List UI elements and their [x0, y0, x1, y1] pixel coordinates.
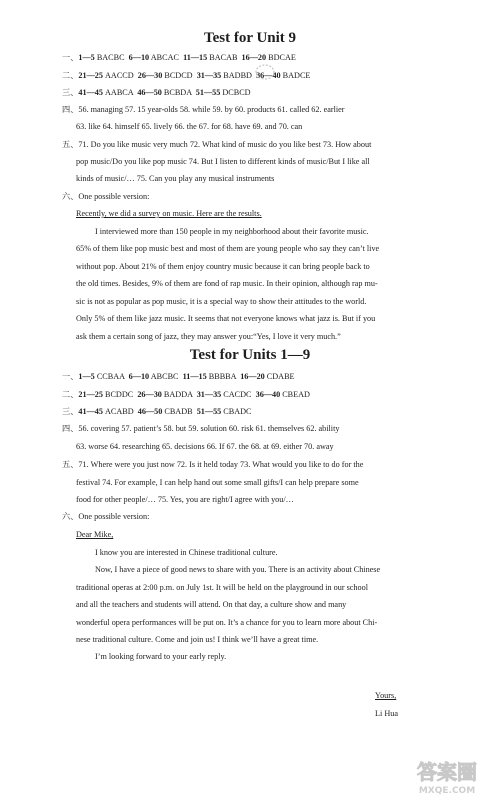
essay-line: the old times. Besides, 9% of them are fond of rap music. In their opinion, although rap mu- [76, 279, 378, 288]
letter-signature: Li Hua [375, 709, 398, 718]
answer-line-9: 六、One possible version: [62, 192, 150, 201]
answer-line-3: 三、41—45 ACABD 46—50 CBADB 51—55 CBADC [62, 407, 252, 416]
letter-greeting: Dear Mike, [76, 530, 114, 539]
answer-line-2: 二、21—25 AACCD 26—30 BCDCD 31—35 BADBD 36—40 BADCE [62, 71, 311, 80]
essay-line: 65% of them like pop music best and most of them are young people who say they can’t live [76, 244, 380, 253]
answer-line-5: 63. like 64. himself 65. lively 66. the 67. for 68. have 69. and 70. can [76, 122, 303, 131]
essay-line: ask them a certain song of jazz, they may answer you:“Yes, I love it very much.” [76, 332, 341, 341]
answer-line-8: kinds of music/… 75. Can you play any musical instruments [76, 174, 275, 183]
answer-line-3: 三、41—45 AABCA 46—50 BCBDA 51—55 DCBCD [62, 88, 251, 97]
answer-line-9: 六、One possible version: [62, 512, 150, 521]
essay-heading: Recently, we did a survey on music. Here are the results. [76, 209, 262, 218]
letter-line: I know you are interested in Chinese traditional culture. [95, 548, 278, 557]
stamp-mark-icon [254, 63, 276, 81]
letter-line: nese traditional culture. Come and join us! I think we’ll have a great time. [76, 635, 319, 644]
answer-line-7: festival 74. For example, I can help hand out some small gifts/I can help prepare some [76, 478, 359, 487]
letter-line: traditional operas at 2:00 p.m. on July 1st. It will be held on the playground in our school [76, 583, 368, 592]
svg-text:答案圈: 答案圈 [417, 760, 477, 784]
essay-line: I interviewed more than 150 people in my neighborhood about their favorite music. [95, 227, 369, 236]
answer-line-8: food for other people/… 75. Yes, you are right/I agree with you/… [76, 495, 294, 504]
answer-line-7: pop music/Do you like pop music 74. But I listen to different kinds of music/But I like all [76, 157, 370, 166]
answer-line-1: 一、1—5 CCBAA 6—10 ABCBC 11—15 BBBBA 16—20 CDABE [62, 372, 295, 381]
letter-line: Now, I have a piece of good news to share with you. There is an activity about Chinese [95, 565, 381, 574]
letter-line: I’m looking forward to your early reply. [95, 652, 227, 661]
essay-line: without pop. About 21% of them enjoy country music because it can bring people back to [76, 262, 370, 271]
answer-line-5: 63. worse 64. researching 65. decisions 66. If 67. the 68. at 69. either 70. away [76, 442, 334, 451]
answer-line-4: 四、56. covering 57. patient’s 58. but 59. solution 60. risk 61. themselves 62. ability [62, 424, 340, 433]
svg-text:MXQE.COM: MXQE.COM [418, 786, 476, 796]
letter-closing: Yours, [375, 691, 397, 700]
letter-line: wonderful opera performances will be put on. It’s a chance for you to learn more about Chi- [76, 618, 378, 627]
essay-line: sic is not as popular as pop music, it is a special way to show their attitudes to the world. [76, 297, 367, 306]
essay-line: Only 5% of them like jazz music. It seems that not everyone knows what jazz is. But if you [76, 314, 376, 323]
answer-line-2: 二、21—25 BCDDC 26—30 BADDA 31—35 CACDC 36—40 CBEAD [62, 390, 310, 399]
title-unit-9: Test for Unit 9 [203, 30, 297, 46]
answer-line-6: 五、71. Do you like music very much 72. What kind of music do you like best 73. How about [62, 140, 372, 149]
answer-line-1: 一、1—5 BACBC 6—10 ABCAC 11—15 BACAB 16—20 BDCAE [62, 53, 296, 62]
answer-line-6: 五、71. Where were you just now 72. Is it held today 73. What would you like to do for the [62, 460, 364, 469]
watermark-logo-icon [397, 757, 497, 797]
title-units-1-9: Test for Units 1—9 [189, 347, 311, 363]
answer-line-4: 四、56. managing 57. 15 year-olds 58. while 59. by 60. products 61. called 62. earlier [62, 105, 345, 114]
letter-line: and all the teachers and students will attend. On that day, a culture show and many [76, 600, 347, 609]
